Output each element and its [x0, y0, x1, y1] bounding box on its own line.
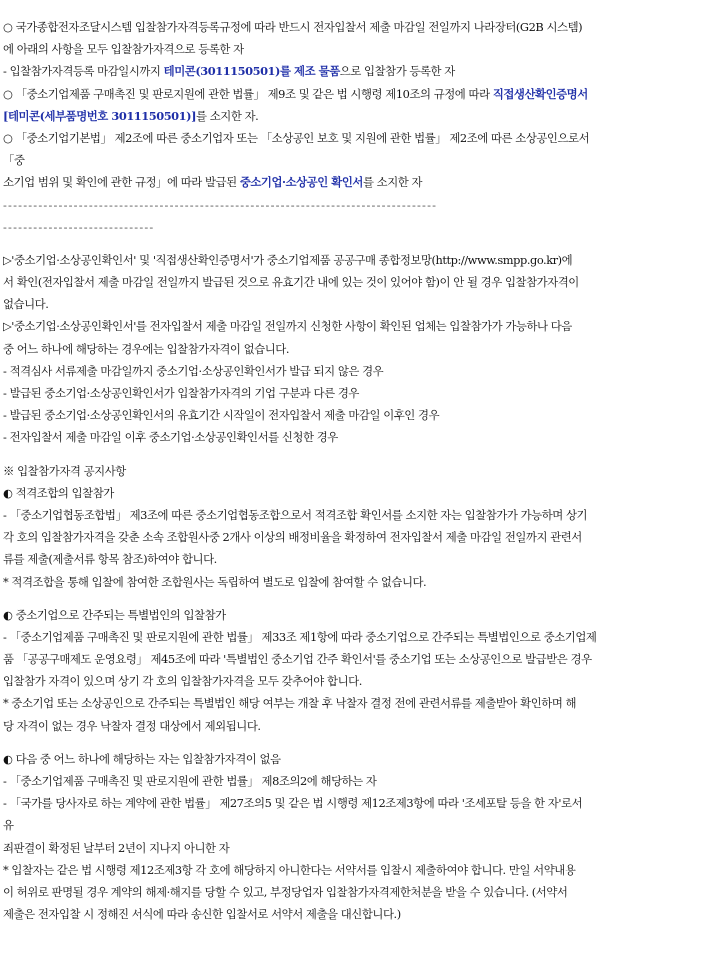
text-line: 당 자격이 없는 경우 낙찰자 결정 대상에서 제외됩니다. — [3, 718, 261, 733]
text-line: 입찰참가 자격이 있으며 상기 각 호의 입찰참가자격을 모두 갖추어야 합니다. — [3, 674, 362, 689]
text-line: 유 — [3, 818, 14, 833]
highlight-product-name: 테미콘(3011150501)를 제조 물품 — [163, 64, 340, 79]
text-line: 각 호의 입찰참가자격을 갖춘 소속 조합원사중 2개사 이상의 배정비율을 확정하여 전자입찰서 제출 마감일 전일까지 관련서 — [3, 530, 582, 545]
spacer — [3, 449, 717, 460]
text-span: 소기업 범위 및 확인에 관한 규정」에 따라 발급된 — [3, 175, 240, 190]
text-line: - 발급된 중소기업·소상공인확인서가 입찰참가자격의 기업 구분과 다른 경우 — [3, 386, 359, 400]
text-line: - 「중소기업제품 구매촉진 및 판로지원에 관한 법률」 제8조의2에 해당하는 자 — [3, 774, 377, 788]
text-line: * 중소기업 또는 소상공인으로 간주되는 특별법인 해당 여부는 개찰 후 낙찰자 결정 전에 관련서류를 제출받아 확인하며 해 — [3, 696, 577, 711]
highlight-item-number: [테미콘(세부품명번호 3011150501)] — [3, 108, 197, 123]
text-span: ○ 「중소기업제품 구매촉진 및 판로지원에 관한 법률」 제9조 및 같은 법 시행령 제10조의 규정에 따라 — [3, 86, 493, 101]
text-span: 를 소지한 자 — [362, 175, 423, 190]
text-line — [3, 105, 717, 127]
text-line — [3, 171, 717, 193]
text-line: 류를 제출(제출서류 항목 참조)하여야 합니다. — [3, 552, 217, 567]
text-line — [3, 60, 717, 82]
text-span: 를 소지한 자. — [196, 108, 259, 123]
highlight-direct-production-cert: 직접생산확인증명서 — [492, 86, 588, 101]
spacer — [3, 238, 717, 249]
text-line: - 「국가를 당사자로 하는 계약에 관한 법률」 제27조의5 및 같은 법 시행령 제12조제3항에 따라 '조세포탈 등을 한 자'로서 — [3, 796, 583, 811]
spacer — [3, 737, 717, 748]
text-line — [3, 83, 717, 105]
text-line: ▷'중소기업·소상공인확인서'를 전자입찰서 제출 마감일 전일까지 신청한 사항이 확인된 업체는 입찰참가가 가능하나 다음 — [3, 319, 572, 334]
text-line: 「중 — [3, 153, 25, 168]
text-line: ▷'중소기업·소상공인확인서' 및 '직접생산확인증명서'가 중소기업제품 공공구매 종합정보망(http://www.smpp.go.kr)에 — [3, 252, 573, 267]
text-line: 죄판결이 확정된 날부터 2년이 지나지 아니한 자 — [3, 840, 230, 855]
text-line: - 「중소기업협동조합법」 제3조에 따른 중소기업협동조합으로서 적격조합 확인서를 소지한 자는 입찰참가가 가능하며 상기 — [3, 507, 588, 522]
text-span: - 입찰참가자격등록 마감일시까지 — [3, 64, 164, 79]
section-heading: ◐ 적격조합의 입찰참가 — [3, 485, 114, 500]
text-line: 없습니다. — [3, 297, 49, 312]
text-line: ○ 「중소기업기본법」 제2조에 따른 중소기업자 또는 「소상공인 보호 및 지원에 관한 법률」 제2조에 따른 소상공인으로서 — [3, 130, 590, 145]
text-line: 제출은 전자입찰 시 정해진 서식에 따라 송신한 입찰서로 서약서 제출을 대신합니다.) — [3, 907, 401, 922]
section-heading: ※ 입찰참가자격 공지사항 — [3, 463, 126, 478]
highlight-sme-certificate: 중소기업·소상공인 확인서 — [239, 175, 363, 190]
text-line: 이 허위로 판명될 경우 계약의 해제·해지를 당할 수 있고, 부정당업자 입찰참가자격제한처분을 받을 수 있습니다. (서약서 — [3, 884, 568, 899]
text-line: - 발급된 중소기업·소상공인확인서의 유효기간 시작일이 전자입찰서 제출 마감일 이후인 경우 — [3, 408, 440, 423]
text-line: 품 「공공구매제도 운영요령」 제45조에 따라 '특별법인 중소기업 간주 확인서'를 중소기업 또는 소상공인으로 발급받은 경우 — [3, 652, 592, 667]
text-line: 에 아래의 사항을 모두 입찰참가자격으로 등록한 자 — [3, 42, 244, 57]
text-line: ○ 국가종합전자조달시스템 입찰참가자격등록규정에 따라 반드시 전자입찰서 제출 마감일 전일까지 나라장터(G2B 시스템) — [3, 20, 583, 34]
text-line: - 전자입찰서 제출 마감일 이후 중소기업·소상공인확인서를 신청한 경우 — [3, 430, 338, 445]
text-line: 서 확인(전자입찰서 제출 마감일 전일까지 발급된 것으로 유효기간 내에 있는 것이 있어야 함)이 안 될 경우 입찰참가자격이 — [3, 275, 579, 290]
text-line: * 입찰자는 같은 법 시행령 제12조제3항 각 호에 해당하지 아니한다는 서약서를 입찰시 제출하여야 합니다. 만일 서약내용 — [3, 862, 576, 877]
spacer — [3, 593, 717, 604]
text-span: 으로 입찰참가 등록한 자 — [339, 64, 455, 79]
section-heading: ◐ 다음 중 어느 하나에 해당하는 자는 입찰참가자격이 없음 — [3, 751, 281, 766]
section-heading: ◐ 중소기업으로 간주되는 특별법인의 입찰참가 — [3, 607, 226, 622]
text-line: 중 어느 하나에 해당하는 경우에는 입찰참가자격이 없습니다. — [3, 341, 290, 356]
text-line: - 「중소기업제품 구매촉진 및 판로지원에 관한 법률」 제33조 제1항에 따라 중소기업으로 간주되는 특별법인으로 중소기업제 — [3, 629, 597, 644]
notice-document — [3, 16, 717, 925]
separator-line: -------------------------------------------------------------------------------------- — [3, 197, 438, 212]
text-line: * 적격조합을 통해 입찰에 참여한 조합원사는 독립하여 별도로 입찰에 참여할 수 없습니다. — [3, 574, 427, 589]
text-line: - 적격심사 서류제출 마감일까지 중소기업·소상공인확인서가 발급 되지 않은 경우 — [3, 363, 384, 378]
separator-line: ------------------------------ — [3, 219, 155, 234]
